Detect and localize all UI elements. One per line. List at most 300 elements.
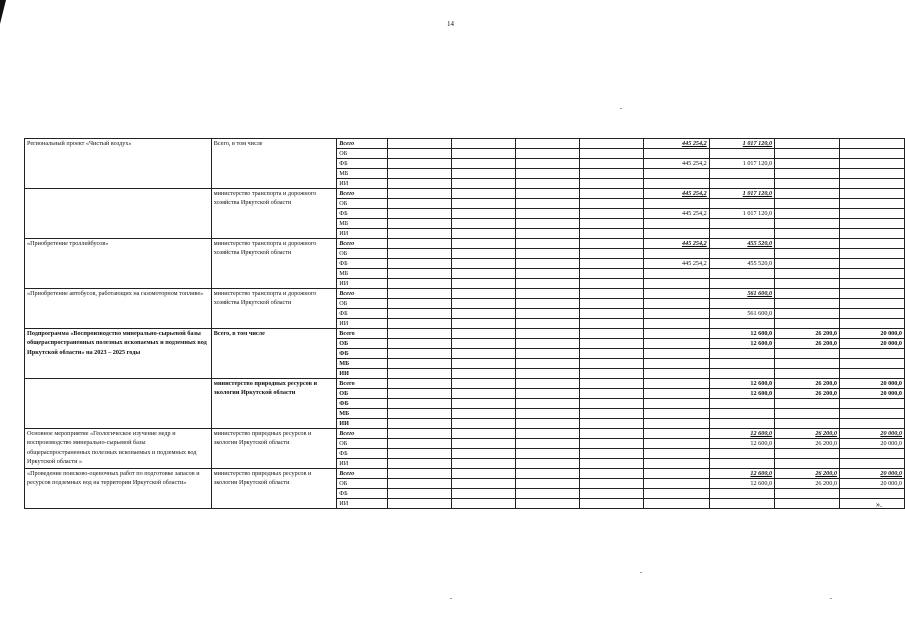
amount-cell bbox=[452, 439, 516, 449]
amount-cell bbox=[387, 179, 452, 189]
amount-cell bbox=[709, 249, 774, 259]
amount-cell bbox=[452, 189, 516, 199]
amount-cell bbox=[839, 499, 904, 509]
funding-source-cell: ИИ bbox=[337, 229, 387, 239]
amount-cell bbox=[516, 289, 580, 299]
amount-cell bbox=[452, 209, 516, 219]
amount-cell bbox=[516, 279, 580, 289]
amount-cell: 12 600,0 bbox=[709, 339, 774, 349]
program-name-cell bbox=[25, 379, 212, 429]
amount-cell bbox=[387, 289, 452, 299]
amount-cell bbox=[839, 299, 904, 309]
amount-cell bbox=[709, 359, 774, 369]
amount-cell bbox=[709, 399, 774, 409]
funding-source-cell: ФБ bbox=[337, 449, 387, 459]
amount-cell bbox=[516, 319, 580, 329]
amount-cell bbox=[387, 439, 452, 449]
amount-cell bbox=[709, 419, 774, 429]
funding-source-cell: ИИ bbox=[337, 459, 387, 469]
amount-cell bbox=[387, 269, 452, 279]
amount-cell bbox=[643, 289, 709, 299]
amount-cell bbox=[387, 159, 452, 169]
amount-cell bbox=[452, 399, 516, 409]
amount-cell bbox=[452, 279, 516, 289]
amount-cell bbox=[452, 139, 516, 149]
amount-cell bbox=[839, 419, 904, 429]
amount-cell bbox=[839, 459, 904, 469]
amount-cell bbox=[839, 169, 904, 179]
amount-cell: 1 017 120,0 bbox=[709, 139, 774, 149]
amount-cell bbox=[579, 249, 643, 259]
amount-cell bbox=[516, 479, 580, 489]
amount-cell bbox=[643, 169, 709, 179]
amount-cell bbox=[775, 259, 840, 269]
funding-source-cell: Всего bbox=[337, 429, 387, 439]
amount-cell bbox=[775, 239, 840, 249]
amount-cell bbox=[643, 349, 709, 359]
amount-cell bbox=[579, 419, 643, 429]
executor-cell: министерство природных ресурсов и экологии Иркутской области bbox=[211, 469, 337, 509]
amount-cell: 445 254,2 bbox=[643, 239, 709, 249]
amount-cell bbox=[643, 329, 709, 339]
amount-cell bbox=[839, 199, 904, 209]
amount-cell bbox=[516, 449, 580, 459]
amount-cell: 26 200,0 bbox=[775, 439, 840, 449]
funding-source-cell: Всего bbox=[337, 239, 387, 249]
amount-cell bbox=[516, 339, 580, 349]
amount-cell bbox=[387, 279, 452, 289]
amount-cell bbox=[579, 279, 643, 289]
amount-cell bbox=[839, 349, 904, 359]
amount-cell bbox=[579, 309, 643, 319]
executor-cell: министерство транспорта и дорожного хозяйства Иркутской области bbox=[211, 289, 337, 329]
amount-cell bbox=[452, 419, 516, 429]
amount-cell bbox=[516, 459, 580, 469]
program-name-cell: Основное мероприятие «Геологическое изучение недр и воспроизводство минерально-сырьевой базы общераспространенных полезных ископаемых и подземных вод Иркутской области » bbox=[25, 429, 212, 469]
amount-cell bbox=[709, 179, 774, 189]
amount-cell bbox=[839, 189, 904, 199]
amount-cell bbox=[387, 489, 452, 499]
amount-cell bbox=[579, 399, 643, 409]
amount-cell bbox=[387, 339, 452, 349]
amount-cell bbox=[709, 169, 774, 179]
funding-source-cell: МБ bbox=[337, 409, 387, 419]
amount-cell bbox=[839, 179, 904, 189]
amount-cell bbox=[452, 239, 516, 249]
amount-cell bbox=[579, 489, 643, 499]
amount-cell: 20 000,0 bbox=[839, 429, 904, 439]
table-row bbox=[25, 379, 905, 389]
funding-source-cell: Всего bbox=[337, 289, 387, 299]
amount-cell bbox=[516, 269, 580, 279]
amount-cell: 20 000,0 bbox=[839, 439, 904, 449]
budget-table bbox=[24, 138, 905, 509]
executor-cell: Всего, в том числе bbox=[211, 329, 337, 379]
amount-cell bbox=[387, 399, 452, 409]
amount-cell bbox=[516, 439, 580, 449]
funding-source-cell: ИИ bbox=[337, 279, 387, 289]
amount-cell bbox=[775, 319, 840, 329]
amount-cell bbox=[839, 159, 904, 169]
amount-cell bbox=[387, 299, 452, 309]
amount-cell bbox=[387, 139, 452, 149]
amount-cell bbox=[839, 149, 904, 159]
amount-cell bbox=[452, 489, 516, 499]
executor-cell: министерство транспорта и дорожного хозяйства Иркутской области bbox=[211, 189, 337, 239]
amount-cell bbox=[839, 229, 904, 239]
amount-cell bbox=[775, 189, 840, 199]
amount-cell bbox=[643, 409, 709, 419]
funding-source-cell: Всего bbox=[337, 469, 387, 479]
amount-cell bbox=[579, 139, 643, 149]
amount-cell bbox=[579, 299, 643, 309]
funding-source-cell: Всего bbox=[337, 189, 387, 199]
amount-cell bbox=[387, 449, 452, 459]
amount-cell bbox=[579, 179, 643, 189]
amount-cell bbox=[709, 199, 774, 209]
amount-cell bbox=[643, 489, 709, 499]
amount-cell: 20 000,0 bbox=[839, 329, 904, 339]
amount-cell bbox=[579, 259, 643, 269]
amount-cell bbox=[643, 179, 709, 189]
amount-cell bbox=[452, 469, 516, 479]
program-name-cell: «Приобретение автобусов, работающих на газомоторном топливе» bbox=[25, 289, 212, 329]
amount-cell bbox=[643, 499, 709, 509]
table-row bbox=[25, 189, 905, 199]
table-row bbox=[25, 469, 905, 479]
amount-cell bbox=[775, 369, 840, 379]
amount-cell bbox=[579, 219, 643, 229]
amount-cell bbox=[775, 349, 840, 359]
amount-cell: 26 200,0 bbox=[775, 429, 840, 439]
funding-source-cell: ФБ bbox=[337, 159, 387, 169]
amount-cell bbox=[709, 319, 774, 329]
amount-cell bbox=[839, 449, 904, 459]
closing-quote-mark: ». bbox=[876, 500, 882, 509]
amount-cell bbox=[516, 259, 580, 269]
amount-cell: 12 600,0 bbox=[709, 439, 774, 449]
amount-cell bbox=[516, 249, 580, 259]
amount-cell bbox=[452, 219, 516, 229]
amount-cell bbox=[516, 499, 580, 509]
funding-source-cell: ОБ bbox=[337, 149, 387, 159]
amount-cell bbox=[643, 339, 709, 349]
amount-cell bbox=[775, 219, 840, 229]
amount-cell bbox=[387, 329, 452, 339]
amount-cell: 445 254,2 bbox=[643, 159, 709, 169]
amount-cell: 26 200,0 bbox=[775, 339, 840, 349]
amount-cell: 1 017 120,0 bbox=[709, 159, 774, 169]
amount-cell bbox=[839, 309, 904, 319]
amount-cell bbox=[452, 319, 516, 329]
amount-cell bbox=[709, 409, 774, 419]
amount-cell: 561 600,0 bbox=[709, 309, 774, 319]
amount-cell bbox=[452, 459, 516, 469]
executor-cell: министерство природных ресурсов и экологии Иркутской области bbox=[211, 429, 337, 469]
amount-cell bbox=[643, 229, 709, 239]
table-row bbox=[25, 139, 905, 149]
amount-cell bbox=[579, 379, 643, 389]
amount-cell bbox=[452, 389, 516, 399]
amount-cell bbox=[839, 209, 904, 219]
amount-cell bbox=[579, 349, 643, 359]
funding-source-cell: Всего bbox=[337, 329, 387, 339]
amount-cell bbox=[775, 309, 840, 319]
amount-cell: 26 200,0 bbox=[775, 469, 840, 479]
amount-cell bbox=[452, 359, 516, 369]
funding-source-cell: ИИ bbox=[337, 179, 387, 189]
amount-cell bbox=[579, 449, 643, 459]
amount-cell bbox=[516, 139, 580, 149]
amount-cell bbox=[387, 229, 452, 239]
amount-cell bbox=[516, 409, 580, 419]
amount-cell bbox=[839, 489, 904, 499]
funding-source-cell: ФБ bbox=[337, 259, 387, 269]
amount-cell: 12 600,0 bbox=[709, 389, 774, 399]
amount-cell bbox=[839, 269, 904, 279]
amount-cell bbox=[452, 499, 516, 509]
amount-cell bbox=[775, 209, 840, 219]
amount-cell bbox=[387, 429, 452, 439]
amount-cell bbox=[387, 309, 452, 319]
amount-cell bbox=[839, 219, 904, 229]
executor-cell: министерство транспорта и дорожного хозяйства Иркутской области bbox=[211, 239, 337, 289]
amount-cell bbox=[709, 449, 774, 459]
amount-cell bbox=[387, 359, 452, 369]
amount-cell: 20 000,0 bbox=[839, 389, 904, 399]
amount-cell bbox=[775, 159, 840, 169]
program-name-cell bbox=[25, 189, 212, 239]
amount-cell: 455 520,0 bbox=[709, 259, 774, 269]
amount-cell: 12 600,0 bbox=[709, 379, 774, 389]
amount-cell bbox=[387, 319, 452, 329]
amount-cell bbox=[775, 489, 840, 499]
amount-cell bbox=[709, 149, 774, 159]
amount-cell bbox=[516, 169, 580, 179]
funding-source-cell: ИИ bbox=[337, 419, 387, 429]
amount-cell bbox=[709, 269, 774, 279]
amount-cell bbox=[775, 179, 840, 189]
amount-cell bbox=[643, 309, 709, 319]
amount-cell bbox=[579, 339, 643, 349]
amount-cell bbox=[709, 219, 774, 229]
amount-cell bbox=[643, 379, 709, 389]
amount-cell bbox=[643, 199, 709, 209]
amount-cell bbox=[579, 289, 643, 299]
amount-cell bbox=[775, 229, 840, 239]
amount-cell bbox=[643, 449, 709, 459]
amount-cell bbox=[643, 299, 709, 309]
amount-cell bbox=[579, 189, 643, 199]
amount-cell bbox=[452, 249, 516, 259]
amount-cell bbox=[387, 249, 452, 259]
amount-cell bbox=[579, 439, 643, 449]
funding-source-cell: ИИ bbox=[337, 319, 387, 329]
amount-cell: 20 000,0 bbox=[839, 339, 904, 349]
executor-cell: министерство природных ресурсов и экологии Иркутской области bbox=[211, 379, 337, 429]
amount-cell bbox=[579, 159, 643, 169]
amount-cell bbox=[452, 229, 516, 239]
amount-cell bbox=[387, 409, 452, 419]
amount-cell bbox=[643, 429, 709, 439]
amount-cell bbox=[579, 209, 643, 219]
amount-cell bbox=[775, 359, 840, 369]
amount-cell bbox=[775, 199, 840, 209]
amount-cell bbox=[775, 249, 840, 259]
program-name-cell: «Приобретение троллейбусов» bbox=[25, 239, 212, 289]
amount-cell: 1 017 120,0 bbox=[709, 209, 774, 219]
amount-cell bbox=[709, 459, 774, 469]
amount-cell bbox=[452, 149, 516, 159]
amount-cell: 20 000,0 bbox=[839, 479, 904, 489]
page-number: 14 bbox=[447, 20, 454, 28]
amount-cell: 445 254,2 bbox=[643, 259, 709, 269]
amount-cell bbox=[579, 389, 643, 399]
amount-cell: 445 254,2 bbox=[643, 139, 709, 149]
amount-cell bbox=[452, 339, 516, 349]
amount-cell: 26 200,0 bbox=[775, 389, 840, 399]
amount-cell bbox=[579, 369, 643, 379]
scan-speck bbox=[450, 598, 452, 599]
amount-cell bbox=[452, 309, 516, 319]
amount-cell bbox=[643, 279, 709, 289]
amount-cell bbox=[516, 219, 580, 229]
amount-cell bbox=[643, 269, 709, 279]
program-name-cell: «Проведение поисково-оценочных работ по подготовке запасов и ресурсов подземных вод на территории Иркутской области» bbox=[25, 469, 212, 509]
amount-cell bbox=[775, 399, 840, 409]
amount-cell bbox=[452, 329, 516, 339]
amount-cell bbox=[579, 229, 643, 239]
funding-source-cell: ФБ bbox=[337, 309, 387, 319]
amount-cell bbox=[516, 469, 580, 479]
amount-cell bbox=[516, 189, 580, 199]
amount-cell bbox=[516, 379, 580, 389]
amount-cell bbox=[579, 329, 643, 339]
amount-cell bbox=[839, 249, 904, 259]
amount-cell bbox=[387, 349, 452, 359]
table-row bbox=[25, 429, 905, 439]
amount-cell bbox=[516, 399, 580, 409]
funding-source-cell: ФБ bbox=[337, 399, 387, 409]
scan-speck bbox=[640, 572, 642, 573]
amount-cell bbox=[516, 209, 580, 219]
amount-cell bbox=[643, 369, 709, 379]
amount-cell bbox=[387, 149, 452, 159]
funding-source-cell: МБ bbox=[337, 219, 387, 229]
funding-source-cell: ФБ bbox=[337, 489, 387, 499]
funding-source-cell: ФБ bbox=[337, 209, 387, 219]
amount-cell bbox=[839, 279, 904, 289]
amount-cell bbox=[643, 319, 709, 329]
amount-cell: 20 000,0 bbox=[839, 379, 904, 389]
funding-source-cell: ОБ bbox=[337, 199, 387, 209]
amount-cell bbox=[516, 349, 580, 359]
amount-cell: 26 200,0 bbox=[775, 379, 840, 389]
amount-cell bbox=[643, 459, 709, 469]
funding-source-cell: МБ bbox=[337, 359, 387, 369]
amount-cell: 1 017 120,0 bbox=[709, 189, 774, 199]
amount-cell bbox=[643, 389, 709, 399]
amount-cell: 26 200,0 bbox=[775, 479, 840, 489]
amount-cell bbox=[387, 469, 452, 479]
amount-cell bbox=[452, 429, 516, 439]
amount-cell bbox=[387, 479, 452, 489]
amount-cell bbox=[452, 449, 516, 459]
amount-cell bbox=[516, 389, 580, 399]
amount-cell bbox=[775, 169, 840, 179]
amount-cell bbox=[839, 399, 904, 409]
amount-cell bbox=[643, 479, 709, 489]
amount-cell bbox=[579, 409, 643, 419]
amount-cell bbox=[775, 499, 840, 509]
amount-cell bbox=[839, 259, 904, 269]
executor-cell: Всего, в том числе bbox=[211, 139, 337, 189]
amount-cell: 12 600,0 bbox=[709, 329, 774, 339]
amount-cell bbox=[775, 409, 840, 419]
amount-cell bbox=[709, 499, 774, 509]
amount-cell bbox=[643, 439, 709, 449]
amount-cell bbox=[387, 369, 452, 379]
amount-cell: 455 520,0 bbox=[709, 239, 774, 249]
amount-cell bbox=[839, 239, 904, 249]
amount-cell bbox=[775, 449, 840, 459]
table-row bbox=[25, 329, 905, 339]
amount-cell bbox=[579, 499, 643, 509]
amount-cell bbox=[839, 319, 904, 329]
amount-cell: 12 600,0 bbox=[709, 469, 774, 479]
amount-cell bbox=[452, 199, 516, 209]
program-name-cell: Подпрограмма «Воспроизводство минерально-сырьевой базы общераспространенных полезных ископаемых и подземных вод Иркутской области» на 2023 – 2025 годы bbox=[25, 329, 212, 379]
amount-cell bbox=[709, 279, 774, 289]
amount-cell: 12 600,0 bbox=[709, 479, 774, 489]
amount-cell bbox=[516, 229, 580, 239]
amount-cell bbox=[579, 269, 643, 279]
amount-cell bbox=[452, 289, 516, 299]
amount-cell bbox=[387, 239, 452, 249]
scan-speck bbox=[830, 598, 832, 599]
funding-source-cell: Всего bbox=[337, 139, 387, 149]
amount-cell bbox=[516, 309, 580, 319]
amount-cell bbox=[775, 459, 840, 469]
amount-cell bbox=[839, 139, 904, 149]
amount-cell bbox=[516, 489, 580, 499]
funding-source-cell: ИИ bbox=[337, 369, 387, 379]
amount-cell bbox=[579, 149, 643, 159]
amount-cell bbox=[516, 359, 580, 369]
program-name-cell: Региональный проект «Чистый воздух» bbox=[25, 139, 212, 189]
amount-cell bbox=[579, 169, 643, 179]
amount-cell bbox=[452, 269, 516, 279]
amount-cell bbox=[775, 269, 840, 279]
amount-cell bbox=[643, 469, 709, 479]
amount-cell: 26 200,0 bbox=[775, 329, 840, 339]
amount-cell bbox=[516, 429, 580, 439]
amount-cell bbox=[516, 299, 580, 309]
amount-cell bbox=[516, 369, 580, 379]
amount-cell bbox=[579, 319, 643, 329]
amount-cell bbox=[579, 459, 643, 469]
amount-cell bbox=[516, 179, 580, 189]
amount-cell bbox=[643, 359, 709, 369]
amount-cell bbox=[579, 479, 643, 489]
amount-cell bbox=[775, 289, 840, 299]
funding-source-cell: ОБ bbox=[337, 479, 387, 489]
amount-cell: 561 600,0 bbox=[709, 289, 774, 299]
amount-cell bbox=[387, 199, 452, 209]
amount-cell bbox=[387, 459, 452, 469]
amount-cell: 445 254,2 bbox=[643, 189, 709, 199]
funding-source-cell: Всего bbox=[337, 379, 387, 389]
